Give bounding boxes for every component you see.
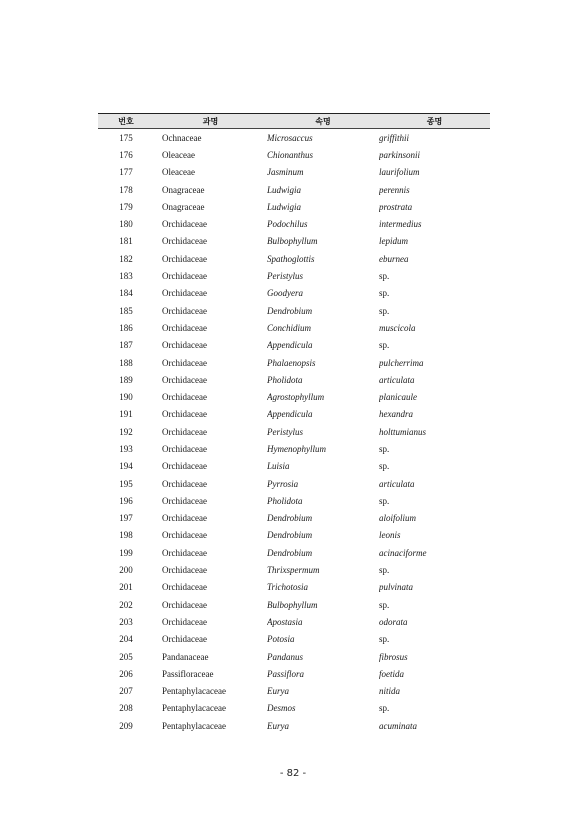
genus-name: Appendicula [267, 340, 313, 351]
species-name: sp. [379, 461, 390, 472]
genus-name: Pyrrosia [267, 478, 299, 489]
row-number: 177 [119, 167, 133, 178]
species-name: lepidum [379, 236, 408, 247]
row-number: 208 [119, 703, 133, 714]
row-number: 203 [119, 616, 133, 627]
genus-name: Dendrobium [267, 513, 313, 524]
genus-name: Pholidota [267, 495, 303, 506]
species-name: acuminata [379, 720, 417, 731]
table-row [98, 492, 490, 509]
genus-name: Agrostophyllum [267, 392, 325, 403]
species-name: articulata [379, 374, 415, 385]
species-name: pulvinata [379, 582, 413, 593]
row-number: 175 [119, 132, 133, 143]
family-name: Orchidaceae [162, 271, 207, 282]
species-table-container [98, 113, 490, 734]
species-name: parkinsonii [379, 149, 421, 160]
row-number: 207 [119, 686, 133, 697]
family-name: Orchidaceae [162, 322, 207, 333]
family-name: Orchidaceae [162, 461, 207, 472]
table-row [98, 717, 490, 734]
genus-name: Trichotosia [267, 582, 309, 593]
genus-name: Spathoglottis [267, 253, 315, 264]
genus-name: Phalaenopsis [267, 357, 316, 368]
table-row [98, 198, 490, 215]
species-name: odorata [379, 616, 408, 627]
table-row [98, 388, 490, 405]
family-name: Orchidaceae [162, 565, 207, 576]
header-family: 과명 [154, 114, 267, 129]
row-number: 201 [119, 582, 133, 593]
genus-name: Bulbophyllum [267, 599, 318, 610]
genus-name: Ludwigia [267, 201, 302, 212]
genus-name: Conchidium [267, 322, 311, 333]
species-name: sp. [379, 495, 390, 506]
table-row [98, 337, 490, 354]
genus-name: Dendrobium [267, 547, 313, 558]
species-name: fibrosus [379, 651, 408, 662]
table-row [98, 267, 490, 284]
header-number: 번호 [98, 114, 154, 129]
family-name: Orchidaceae [162, 547, 207, 558]
genus-name: Goodyera [267, 288, 303, 299]
table-row [98, 319, 490, 336]
row-number: 193 [119, 443, 133, 454]
row-number: 184 [119, 288, 133, 299]
species-name: foetida [379, 668, 404, 679]
species-name: laurifolium [379, 167, 420, 178]
species-name: griffithii [379, 132, 410, 143]
row-number: 185 [119, 305, 133, 316]
genus-name: Peristylus [267, 426, 303, 437]
table-row [98, 371, 490, 388]
family-name: Oleaceae [162, 167, 195, 178]
table-row [98, 561, 490, 578]
family-name: Oleaceae [162, 149, 195, 160]
page-number: - 82 - [279, 768, 307, 779]
row-number: 195 [119, 478, 133, 489]
row-number: 209 [119, 720, 133, 731]
genus-name: Chionanthus [267, 149, 314, 160]
species-name: prostrata [379, 201, 413, 212]
genus-name: Bulbophyllum [267, 236, 318, 247]
species-name: aloifolium [379, 513, 417, 524]
family-name: Orchidaceae [162, 305, 207, 316]
genus-name: Hymenophyllum [267, 443, 326, 454]
table-row [98, 631, 490, 648]
table-row [98, 233, 490, 250]
family-name: Orchidaceae [162, 530, 207, 541]
species-name: sp. [379, 599, 390, 610]
genus-name: Eurya [267, 686, 289, 697]
row-number: 205 [119, 651, 133, 662]
species-name: pulcherrima [379, 357, 424, 368]
species-name: sp. [379, 443, 390, 454]
family-name: Orchidaceae [162, 409, 207, 420]
family-name: Orchidaceae [162, 392, 207, 403]
family-name: Orchidaceae [162, 634, 207, 645]
genus-name: Passiflora [267, 668, 305, 679]
table-row [98, 510, 490, 527]
species-name: sp. [379, 271, 390, 282]
genus-name: Luisia [267, 461, 290, 472]
species-name: leonis [379, 530, 401, 541]
table-row [98, 215, 490, 232]
family-name: Orchidaceae [162, 478, 207, 489]
species-name: sp. [379, 634, 390, 645]
genus-name: Pandanus [267, 651, 303, 662]
table-row [98, 527, 490, 544]
table-row [98, 648, 490, 665]
table-row [98, 302, 490, 319]
species-name: sp. [379, 340, 390, 351]
row-number: 178 [119, 184, 133, 195]
table-row [98, 406, 490, 423]
row-number: 194 [119, 461, 133, 472]
header-species: 종명 [379, 114, 490, 129]
family-name: Orchidaceae [162, 357, 207, 368]
family-name: Orchidaceae [162, 253, 207, 264]
family-name: Orchidaceae [162, 513, 207, 524]
family-name: Pentaphylacaceae [162, 686, 226, 697]
species-name: sp. [379, 305, 390, 316]
family-name: Pentaphylacaceae [162, 720, 226, 731]
table-row [98, 458, 490, 475]
table-row [98, 665, 490, 682]
row-number: 190 [119, 392, 133, 403]
genus-name: Peristylus [267, 271, 303, 282]
row-number: 191 [119, 409, 133, 420]
row-number: 180 [119, 219, 133, 230]
row-number: 183 [119, 271, 133, 282]
table-body [98, 129, 490, 735]
table-row [98, 475, 490, 492]
family-name: Orchidaceae [162, 219, 207, 230]
row-number: 197 [119, 513, 133, 524]
family-name: Orchidaceae [162, 236, 207, 247]
table-header [98, 114, 490, 129]
species-name: holttumianus [379, 426, 427, 437]
family-name: Pentaphylacaceae [162, 703, 226, 714]
family-name: Orchidaceae [162, 495, 207, 506]
genus-name: Potosia [267, 634, 295, 645]
row-number: 198 [119, 530, 133, 541]
row-number: 202 [119, 599, 133, 610]
family-name: Orchidaceae [162, 374, 207, 385]
row-number: 196 [119, 495, 133, 506]
genus-name: Microsaccus [267, 132, 313, 143]
species-name: perennis [379, 184, 410, 195]
genus-name: Dendrobium [267, 305, 313, 316]
row-number: 181 [119, 236, 133, 247]
row-number: 206 [119, 668, 133, 679]
table-row [98, 354, 490, 371]
family-name: Orchidaceae [162, 582, 207, 593]
species-name: hexandra [379, 409, 413, 420]
family-name: Orchidaceae [162, 288, 207, 299]
row-number: 186 [119, 322, 133, 333]
family-name: Onagraceae [162, 184, 205, 195]
family-name: Orchidaceae [162, 426, 207, 437]
genus-name: Appendicula [267, 409, 313, 420]
row-number: 182 [119, 253, 133, 264]
genus-name: Thrixspermum [267, 565, 320, 576]
row-number: 200 [119, 565, 133, 576]
species-name: articulata [379, 478, 415, 489]
species-name: muscicola [379, 322, 416, 333]
species-name: nitida [379, 686, 401, 697]
genus-name: Jasminum [267, 167, 304, 178]
family-name: Onagraceae [162, 201, 205, 212]
species-name: eburnea [379, 253, 409, 264]
genus-name: Eurya [267, 720, 289, 731]
row-number: 179 [119, 201, 133, 212]
table-row [98, 164, 490, 181]
table-row [98, 613, 490, 630]
family-name: Orchidaceae [162, 599, 207, 610]
row-number: 199 [119, 547, 133, 558]
table-row [98, 285, 490, 302]
species-name: acinaciforme [379, 547, 427, 558]
table-row [98, 544, 490, 561]
row-number: 187 [119, 340, 133, 351]
family-name: Orchidaceae [162, 443, 207, 454]
family-name: Passifloraceae [162, 668, 214, 679]
table-row [98, 129, 490, 147]
table-row [98, 440, 490, 457]
genus-name: Dendrobium [267, 530, 313, 541]
family-name: Orchidaceae [162, 616, 207, 627]
family-name: Orchidaceae [162, 340, 207, 351]
table-row [98, 423, 490, 440]
genus-name: Pholidota [267, 374, 303, 385]
row-number: 204 [119, 634, 133, 645]
table-row [98, 181, 490, 198]
table-row [98, 250, 490, 267]
header-genus: 속명 [267, 114, 379, 129]
table-row [98, 700, 490, 717]
table-row [98, 579, 490, 596]
row-number: 189 [119, 374, 133, 385]
genus-name: Podochilus [267, 219, 308, 230]
family-name: Ochnaceae [162, 132, 202, 143]
species-name: intermedius [379, 219, 422, 230]
table-row [98, 146, 490, 163]
family-name: Pandanaceae [162, 651, 209, 662]
row-number: 176 [119, 149, 133, 160]
genus-name: Desmos [267, 703, 296, 714]
species-table [98, 113, 490, 734]
table-row [98, 683, 490, 700]
species-name: planicaule [379, 392, 417, 403]
row-number: 188 [119, 357, 133, 368]
species-name: sp. [379, 565, 390, 576]
species-name: sp. [379, 703, 390, 714]
genus-name: Apostasia [267, 616, 303, 627]
row-number: 192 [119, 426, 133, 437]
species-name: sp. [379, 288, 390, 299]
table-row [98, 596, 490, 613]
genus-name: Ludwigia [267, 184, 302, 195]
header-row [98, 114, 490, 129]
